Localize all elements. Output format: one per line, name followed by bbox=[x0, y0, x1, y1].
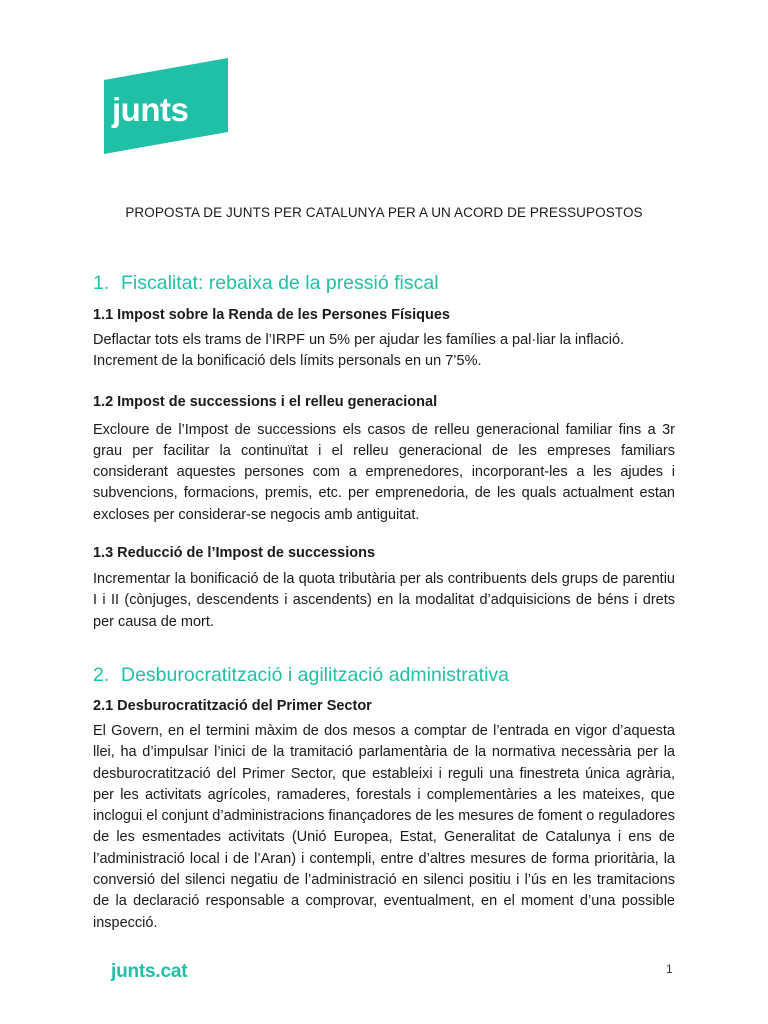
subsection-2-1-body: El Govern, en el termini màxim de dos mesos a comptar de l’entrada en vigor d’aquesta llei, ha d’impulsar l’inici de la tramitació parlamentària de la normativa necessària per la desburocratització del Primer Sector, que estableixi i reguli una finestreta única agrària, per les activitats agrícoles, ramaderes, forestals i complementàries a les mateixes, que inclogui el conjunt d’administracions finançadores de les mesures de foment o reguladores de les esmentades activitats (Unió Europea, Estat, Generalitat de Catalunya i ens de l’administració local i de l’Aran) i contempli, entre d’altres mesures de forma prioritària, la conversió del silenci negatiu de l’administració en silenci positiu i l’ús en les tramitacions de la declaració responsable a comprovar, eventualment, en el moment d’una possible inspecció. bbox=[93, 722, 675, 931]
page-number: 1 bbox=[666, 962, 673, 976]
section-1-title: Fiscalitat: rebaixa de la pressió fiscal bbox=[121, 272, 439, 294]
logo-parallelogram bbox=[104, 58, 228, 154]
subsection-2-1-title: 2.1 Desburocratització del Primer Sector bbox=[93, 697, 372, 714]
section-2-number: 2. bbox=[93, 663, 110, 686]
subsection-1-3-title: 1.3 Reducció de l’Impost de successions bbox=[93, 545, 376, 562]
section-2-heading bbox=[93, 660, 675, 690]
subsection-1-1-body: Deflactar tots els trams de l’IRPF un 5% per ajudar les famílies a pal·liar la inflació. Increment de la bonificació dels límits personals en un 7’5%. bbox=[93, 332, 625, 370]
logo-text: junts bbox=[112, 91, 189, 128]
section-1-number: 1. bbox=[93, 272, 110, 294]
footer-brand: junts.cat bbox=[111, 961, 188, 982]
document-body bbox=[93, 268, 675, 934]
section-1-heading bbox=[93, 268, 675, 298]
subsection-1-2-title: 1.2 Impost de successions i el relleu generacional bbox=[93, 393, 438, 410]
subsection-1-1-title: 1.1 Impost sobre la Renda de les Persones Físiques bbox=[93, 307, 450, 323]
document-title: PROPOSTA DE JUNTS PER CATALUNYA PER A UN ACORD DE PRESSUPOSTOS bbox=[125, 205, 643, 220]
section-2-title: Desburocratització i agilització administrativa bbox=[121, 663, 509, 686]
subsection-1-3-body: Incrementar la bonificació de la quota tributària per als contribuents dels grups de parentiu I i II (cònjuges, descendents i ascendents) en la modalitat d’adquisicions de béns i drets per causa de mort. bbox=[93, 571, 675, 630]
junts-logo bbox=[104, 58, 228, 154]
subsection-1-2-body: Excloure de l’Impost de successions els casos de relleu generacional familiar fins a 3r grau per facilitar la continuïtat i el relleu generacional de les empreses familiars considerant aquestes persones com a emprenedores, incorporant-les a les ajudes i subvencions, formacions, premis, etc. per emprenedoria, de les quals actualment estan excloses per considerar-se negocis amb antiguitat. bbox=[93, 421, 675, 523]
